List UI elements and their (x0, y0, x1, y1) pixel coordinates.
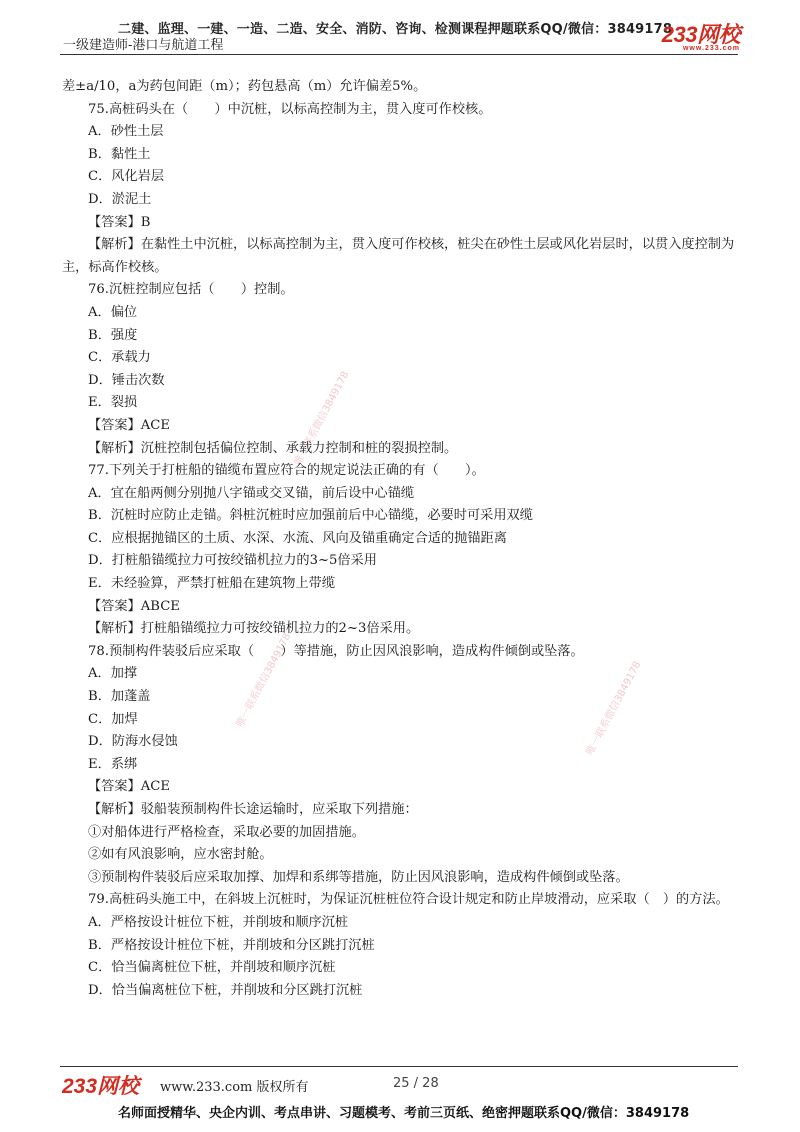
option-76-d: D．锤击次数 (88, 372, 165, 388)
brand-logo: 233网校 www.233.com (661, 22, 740, 52)
header-subject-title: 一级建造师-港口与航道工程 (63, 38, 224, 53)
option-75-c: C．风化岩层 (88, 169, 165, 185)
option-78-e: E．系绑 (88, 756, 138, 772)
option-78-c: C．加焊 (88, 711, 138, 727)
page-number: 25 / 28 (393, 1076, 439, 1091)
watermark: 唯一联系微信3849178 (292, 369, 352, 468)
analysis-75: 【解析】在黏性土中沉桩，以标高控制为主，贯入度可作校核，桩尖在砂性土层或风化岩层时，以贯入度控制为主，标高作校核。 (62, 237, 735, 275)
option-79-c: C．恰当偏离桩位下桩，并削坡和顺序沉桩 (88, 960, 336, 976)
answer-78: 【答案】ACE (88, 779, 170, 795)
analysis-77: 【解析】打桩船锚缆拉力可按绞锚机拉力的2~3倍采用。 (88, 621, 420, 637)
analysis-78: 【解析】驳船装预制构件长途运输时，应采取下列措施： (88, 802, 418, 817)
analysis-78-point-3: ③预制构件装驳后应采取加撑、加焊和系绑等措施，防止因风浪影响，造成构件倾倒或坠落。 (88, 869, 629, 885)
option-77-d: D．打桩船锚缆拉力可按绞锚机拉力的3~5倍采用 (88, 553, 377, 569)
analysis-78-point-1: ①对船体进行严格检查，采取必要的加固措施。 (88, 824, 365, 840)
option-79-b: B．严格按设计桩位下桩，并削坡和分区跳打沉桩 (88, 937, 375, 953)
option-79-a: A．严格按设计桩位下桩，并削坡和顺序沉桩 (88, 914, 349, 930)
option-77-c: C．应根据抛锚区的土质、水深、水流、风向及锚重确定合适的抛锚距离 (88, 530, 507, 546)
lead-text: 差±a/10，a为药包间距（m）；药包悬高（m）允许偏差5%。 (62, 79, 427, 94)
option-76-e: E．裂损 (88, 395, 138, 411)
question-stem-78: 78.预制构件装驳后应采取（ ）等措施，防止因风浪影响，造成构件倾倒或坠落。 (88, 643, 584, 659)
brand-url: www.233.com (682, 45, 740, 52)
option-77-b: B．沉桩时应防止走锚。斜桩沉桩时应加强前后中心锚缆，必要时可采用双缆 (88, 508, 533, 524)
option-75-a: A．砂性土层 (88, 124, 164, 140)
option-79-d: D．恰当偏离桩位下桩，并削坡和分区跳打沉桩 (88, 982, 363, 998)
option-78-a: A．加撑 (88, 666, 138, 682)
footer-copyright: www.233.com 版权所有 (160, 1080, 309, 1095)
footer-promo-text: 名师面授精华、央企内训、考点串讲、习题模考、考前三页纸、绝密押题联系QQ/微信：3849178 (118, 1106, 690, 1121)
option-78-b: B．加蓬盖 (88, 689, 151, 705)
analysis-78-point-2: ②如有风浪影响，应水密封舱。 (88, 847, 273, 863)
option-78-d: D．防海水侵蚀 (88, 734, 178, 750)
option-76-a: A．偏位 (88, 304, 138, 320)
question-stem-79: 79.高桩码头施工中，在斜坡上沉桩时，为保证沉桩桩位符合设计规定和防止岸坡滑动，应采取（ ）的方法。 (88, 892, 729, 908)
footer-divider (60, 1066, 738, 1067)
option-77-a: A．宜在船两侧分别抛八字锚或交叉锚，前后设中心锚缆 (88, 485, 415, 501)
question-stem-75: 75.高桩码头在（ ）中沉桩，以标高控制为主，贯入度可作校核。 (88, 101, 492, 117)
question-stem-76: 76.沉桩控制应包括（ ）控制。 (88, 282, 294, 298)
option-76-b: B．强度 (88, 327, 138, 343)
option-75-d: D．淤泥土 (88, 191, 152, 207)
answer-76: 【答案】ACE (88, 417, 170, 433)
watermark: 唯一联系微信3849178 (234, 631, 294, 730)
answer-77: 【答案】ABCE (88, 598, 180, 614)
option-77-e: E．未经验算，严禁打桩船在建筑物上带缆 (88, 576, 335, 592)
option-76-c: C．承载力 (88, 350, 151, 366)
answer-75: 【答案】B (88, 214, 151, 230)
analysis-76: 【解析】沉桩控制包括偏位控制、承载力控制和桩的裂损控制。 (88, 440, 458, 456)
watermark: 唯一联系微信3849178 (584, 659, 644, 758)
document-body (62, 76, 742, 1002)
header-divider (60, 54, 738, 55)
option-75-b: B．黏性土 (88, 146, 151, 162)
question-stem-77: 77.下列关于打桩船的锚缆布置应符合的规定说法正确的有（ ）。 (88, 463, 485, 479)
footer-brand-logo: 233网校 (62, 1075, 140, 1098)
header-promo-text: 二建、监理、一建、一造、二造、安全、消防、咨询、检测课程押题联系QQ/微信：3849178 (118, 22, 673, 37)
